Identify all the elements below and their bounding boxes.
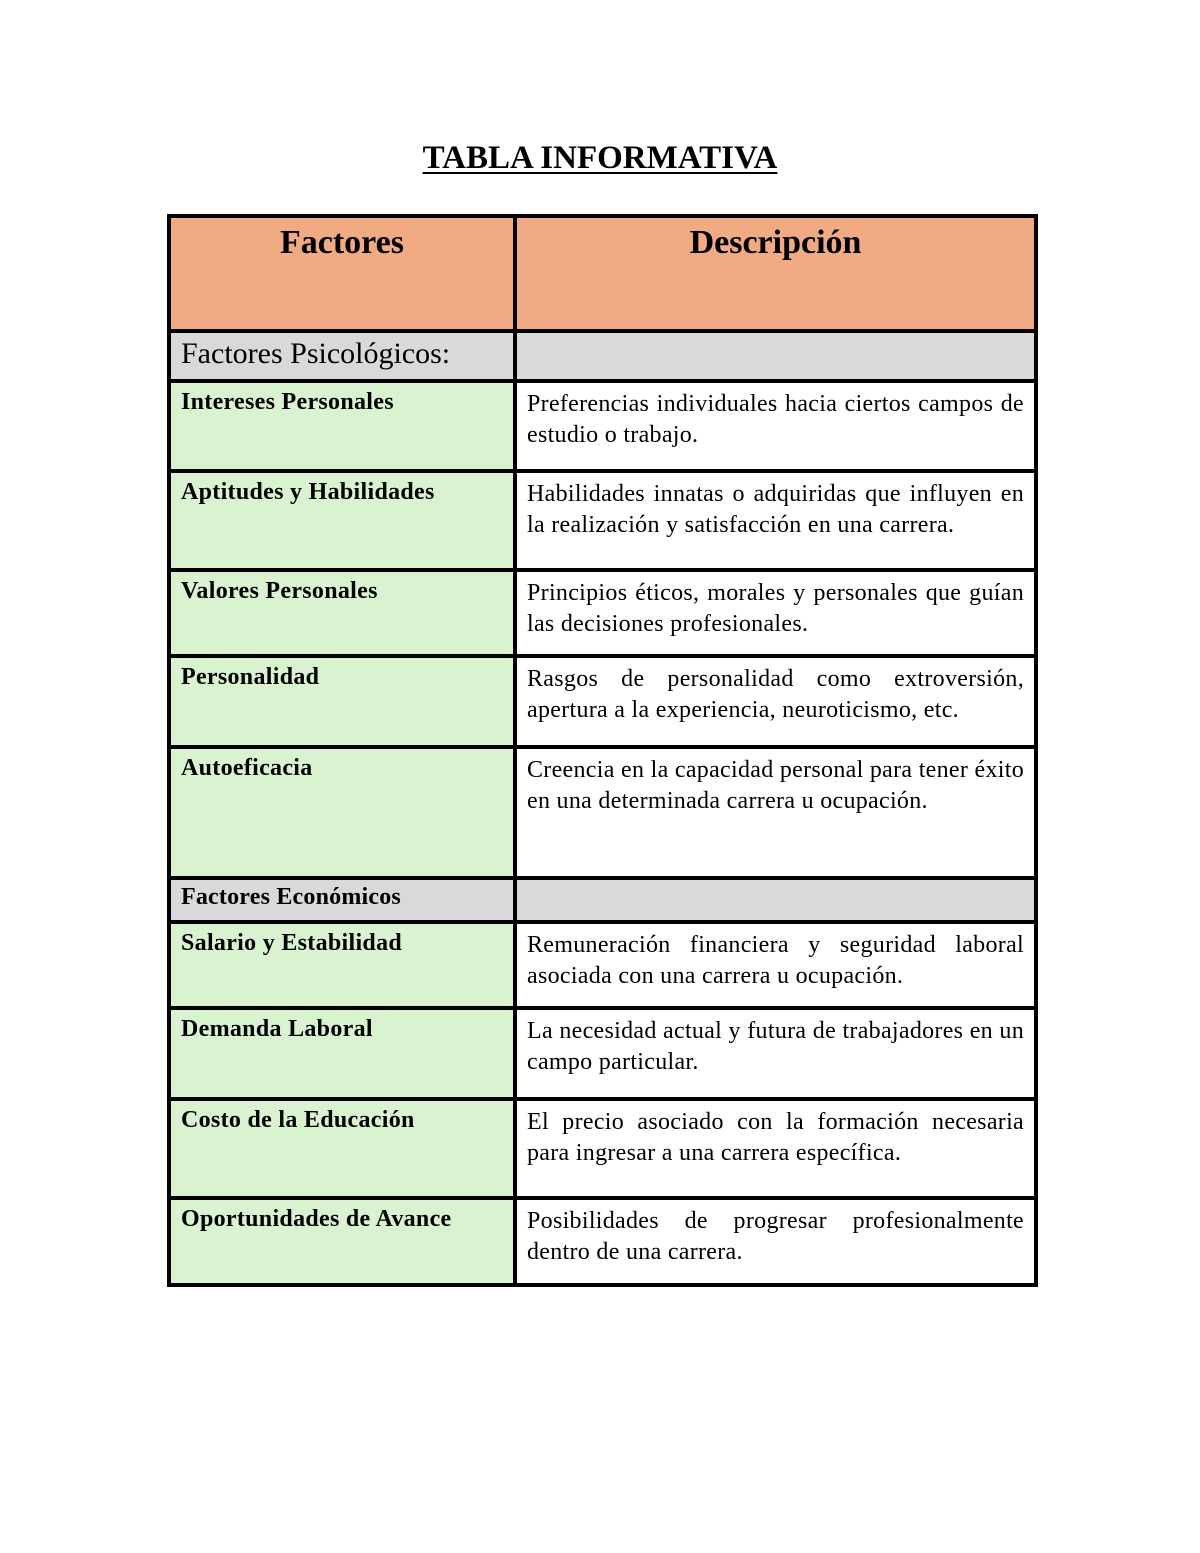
section-label: Factores Psicológicos: xyxy=(169,331,515,381)
factor-cell: Salario y Estabilidad xyxy=(169,922,515,1008)
table-header-row xyxy=(169,216,1036,331)
description-cell: El precio asociado con la formación necesaria para ingresar a una carrera específica. xyxy=(515,1099,1036,1198)
header-factores: Factores xyxy=(169,216,515,331)
factor-cell: Aptitudes y Habilidades xyxy=(169,471,515,570)
factor-cell: Oportunidades de Avance xyxy=(169,1198,515,1285)
factor-cell: Valores Personales xyxy=(169,570,515,656)
description-cell: Habilidades innatas o adquiridas que influyen en la realización y satisfacción en una carrera. xyxy=(515,471,1036,570)
description-cell: Preferencias individuales hacia ciertos campos de estudio o trabajo. xyxy=(515,381,1036,471)
section-empty-cell xyxy=(515,331,1036,381)
factor-cell: Demanda Laboral xyxy=(169,1008,515,1099)
header-descripcion: Descripción xyxy=(515,216,1036,331)
info-table xyxy=(167,214,1038,1287)
description-cell: Principios éticos, morales y personales que guían las decisiones profesionales. xyxy=(515,570,1036,656)
table-row xyxy=(169,922,1036,1008)
page-title: TABLA INFORMATIVA xyxy=(422,140,778,176)
description-cell: Creencia en la capacidad personal para tener éxito en una determinada carrera u ocupación. xyxy=(515,747,1036,878)
description-cell: Posibilidades de progresar profesionalmente dentro de una carrera. xyxy=(515,1198,1036,1285)
table-row xyxy=(169,656,1036,747)
table-row xyxy=(169,1099,1036,1198)
table-row xyxy=(169,570,1036,656)
section-row-psicologicos xyxy=(169,331,1036,381)
factor-cell: Costo de la Educación xyxy=(169,1099,515,1198)
table-row xyxy=(169,381,1036,471)
factor-cell: Personalidad xyxy=(169,656,515,747)
table-row xyxy=(169,1198,1036,1285)
section-row-economicos xyxy=(169,878,1036,922)
table-row xyxy=(169,471,1036,570)
description-cell: La necesidad actual y futura de trabajadores en un campo particular. xyxy=(515,1008,1036,1099)
factor-cell: Autoeficacia xyxy=(169,747,515,878)
section-empty-cell xyxy=(515,878,1036,922)
section-label: Factores Económicos xyxy=(169,878,515,922)
description-cell: Rasgos de personalidad como extroversión, apertura a la experiencia, neuroticismo, etc. xyxy=(515,656,1036,747)
table-row xyxy=(169,747,1036,878)
factor-cell: Intereses Personales xyxy=(169,381,515,471)
description-cell: Remuneración financiera y seguridad laboral asociada con una carrera u ocupación. xyxy=(515,922,1036,1008)
table-row xyxy=(169,1008,1036,1099)
